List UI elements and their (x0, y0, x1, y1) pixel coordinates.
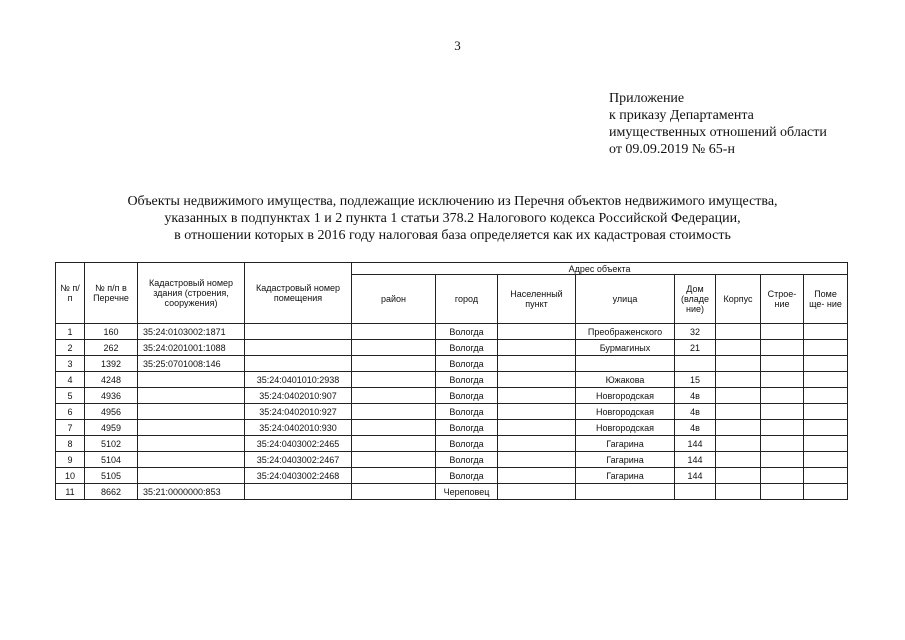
cell-district (352, 372, 436, 388)
cell-house: 144 (675, 436, 716, 452)
table-row (56, 452, 848, 468)
appendix-line: к приказу Департамента (609, 108, 754, 123)
property-table (55, 262, 848, 500)
cell-premises (804, 372, 848, 388)
cell-premises (804, 356, 848, 372)
cell-num: 8 (56, 436, 85, 452)
cell-city: Череповец (436, 484, 498, 500)
heading-line: в отношении которых в 2016 году налоговая база определяется как их кадастровая стоимость (174, 228, 731, 243)
cell-premises (804, 324, 848, 340)
cell-num: 5 (56, 388, 85, 404)
cell-cad-room (245, 324, 352, 340)
cell-block (716, 372, 761, 388)
cell-city: Вологда (436, 404, 498, 420)
cell-district (352, 468, 436, 484)
table-row (56, 404, 848, 420)
cell-settlement (498, 372, 576, 388)
cell-cad-room (245, 340, 352, 356)
heading-line: указанных в подпунктах 1 и 2 пункта 1 статьи 378.2 Налогового кодекса Российской Федерации, (164, 211, 741, 226)
table-row (56, 420, 848, 436)
header-list-num: № п/п в Перечне (85, 263, 138, 324)
cell-premises (804, 452, 848, 468)
cell-cad-room: 35:24:0403002:2467 (245, 452, 352, 468)
header-city: город (436, 275, 498, 324)
cell-city: Вологда (436, 372, 498, 388)
cell-cad-room: 35:24:0403002:2465 (245, 436, 352, 452)
cell-house: 144 (675, 452, 716, 468)
cell-cad-building: 35:21:0000000:853 (138, 484, 245, 500)
cell-cad-building (138, 468, 245, 484)
cell-premises (804, 436, 848, 452)
cell-house: 4в (675, 420, 716, 436)
cell-num: 3 (56, 356, 85, 372)
cell-cad-room (245, 484, 352, 500)
cell-block (716, 356, 761, 372)
cell-settlement (498, 404, 576, 420)
cell-street: Новгородская (576, 388, 675, 404)
appendix-note (609, 90, 827, 158)
cell-settlement (498, 484, 576, 500)
cell-settlement (498, 388, 576, 404)
cell-num: 6 (56, 404, 85, 420)
cell-num: 7 (56, 420, 85, 436)
appendix-line: Приложение (609, 91, 685, 106)
cell-city: Вологда (436, 452, 498, 468)
cell-house: 144 (675, 468, 716, 484)
cell-premises (804, 340, 848, 356)
cell-premises (804, 484, 848, 500)
cell-cad-building (138, 420, 245, 436)
cell-street: Южакова (576, 372, 675, 388)
cell-street: Гагарина (576, 436, 675, 452)
header-street: улица (576, 275, 675, 324)
cell-street: Гагарина (576, 468, 675, 484)
table-body (56, 324, 848, 500)
table-row (56, 468, 848, 484)
cell-block (716, 324, 761, 340)
table-row (56, 324, 848, 340)
header-cad-room: Кадастровый номер помещения (245, 263, 352, 324)
cell-cad-room: 35:24:0402010:907 (245, 388, 352, 404)
cell-settlement (498, 340, 576, 356)
cell-cad-building (138, 372, 245, 388)
cell-block (716, 340, 761, 356)
cell-list-num: 8662 (85, 484, 138, 500)
cell-street: Новгородская (576, 420, 675, 436)
cell-list-num: 4959 (85, 420, 138, 436)
cell-district (352, 388, 436, 404)
cell-city: Вологда (436, 420, 498, 436)
cell-block (716, 388, 761, 404)
cell-district (352, 324, 436, 340)
cell-cad-room: 35:24:0401010:2938 (245, 372, 352, 388)
header-district: район (352, 275, 436, 324)
cell-structure (761, 468, 804, 484)
cell-cad-building: 35:24:0201001:1088 (138, 340, 245, 356)
table-row (56, 372, 848, 388)
cell-structure (761, 324, 804, 340)
cell-street: Бурмагиных (576, 340, 675, 356)
cell-district (352, 340, 436, 356)
table-row (56, 436, 848, 452)
header-block: Корпус (716, 275, 761, 324)
cell-num: 11 (56, 484, 85, 500)
cell-structure (761, 420, 804, 436)
cell-street: Гагарина (576, 452, 675, 468)
cell-settlement (498, 436, 576, 452)
cell-house: 4в (675, 388, 716, 404)
cell-list-num: 4936 (85, 388, 138, 404)
cell-house (675, 356, 716, 372)
header-settlement: Населенный пункт (498, 275, 576, 324)
cell-cad-building (138, 436, 245, 452)
cell-cad-room (245, 356, 352, 372)
cell-city: Вологда (436, 356, 498, 372)
cell-city: Вологда (436, 340, 498, 356)
cell-cad-room: 35:24:0402010:930 (245, 420, 352, 436)
cell-settlement (498, 452, 576, 468)
cell-cad-room: 35:24:0402010:927 (245, 404, 352, 420)
cell-street (576, 484, 675, 500)
table-row (56, 340, 848, 356)
cell-block (716, 468, 761, 484)
cell-district (352, 484, 436, 500)
page-number: 3 (454, 38, 461, 53)
cell-premises (804, 404, 848, 420)
cell-num: 2 (56, 340, 85, 356)
cell-block (716, 420, 761, 436)
cell-house: 32 (675, 324, 716, 340)
cell-city: Вологда (436, 324, 498, 340)
cell-premises (804, 468, 848, 484)
cell-house (675, 484, 716, 500)
cell-district (352, 420, 436, 436)
cell-district (352, 356, 436, 372)
cell-cad-building (138, 452, 245, 468)
cell-structure (761, 340, 804, 356)
cell-num: 9 (56, 452, 85, 468)
cell-district (352, 404, 436, 420)
cell-premises (804, 420, 848, 436)
cell-structure (761, 356, 804, 372)
cell-block (716, 452, 761, 468)
table-row (56, 484, 848, 500)
cell-house: 21 (675, 340, 716, 356)
heading-line: Объекты недвижимого имущества, подлежащие исключению из Перечня объектов недвижимого имущества, (127, 194, 778, 209)
cell-num: 4 (56, 372, 85, 388)
appendix-line: имущественных отношений области (609, 125, 827, 140)
cell-list-num: 5105 (85, 468, 138, 484)
cell-settlement (498, 420, 576, 436)
cell-city: Вологда (436, 388, 498, 404)
cell-num: 10 (56, 468, 85, 484)
cell-house: 15 (675, 372, 716, 388)
cell-block (716, 404, 761, 420)
table-row (56, 388, 848, 404)
header-premises: Поме ще- ние (804, 275, 848, 324)
cell-list-num: 5104 (85, 452, 138, 468)
cell-district (352, 436, 436, 452)
cell-list-num: 262 (85, 340, 138, 356)
cell-district (352, 452, 436, 468)
cell-structure (761, 388, 804, 404)
cell-city: Вологда (436, 468, 498, 484)
cell-cad-building (138, 388, 245, 404)
cell-house: 4в (675, 404, 716, 420)
cell-settlement (498, 356, 576, 372)
cell-num: 1 (56, 324, 85, 340)
cell-block (716, 436, 761, 452)
header-structure: Строе- ние (761, 275, 804, 324)
cell-structure (761, 484, 804, 500)
appendix-line: от 09.09.2019 № 65-н (609, 142, 735, 157)
cell-settlement (498, 468, 576, 484)
table-row (56, 356, 848, 372)
cell-list-num: 160 (85, 324, 138, 340)
cell-list-num: 4956 (85, 404, 138, 420)
cell-structure (761, 452, 804, 468)
cell-cad-building (138, 404, 245, 420)
cell-list-num: 4248 (85, 372, 138, 388)
cell-structure (761, 436, 804, 452)
document-heading (40, 193, 865, 244)
cell-cad-building: 35:25:0701008:146 (138, 356, 245, 372)
cell-cad-room: 35:24:0403002:2468 (245, 468, 352, 484)
cell-block (716, 484, 761, 500)
cell-structure (761, 372, 804, 388)
cell-list-num: 5102 (85, 436, 138, 452)
header-address-group: Адрес объекта (352, 263, 848, 275)
cell-city: Вологда (436, 436, 498, 452)
header-num: № п/п (56, 263, 85, 324)
cell-street (576, 356, 675, 372)
cell-settlement (498, 324, 576, 340)
header-house: Дом (владе ние) (675, 275, 716, 324)
cell-cad-building: 35:24:0103002:1871 (138, 324, 245, 340)
cell-street: Новгородская (576, 404, 675, 420)
cell-street: Преображенского (576, 324, 675, 340)
cell-structure (761, 404, 804, 420)
header-cad-building: Кадастровый номер здания (строения, сооружения) (138, 263, 245, 324)
cell-premises (804, 388, 848, 404)
cell-list-num: 1392 (85, 356, 138, 372)
